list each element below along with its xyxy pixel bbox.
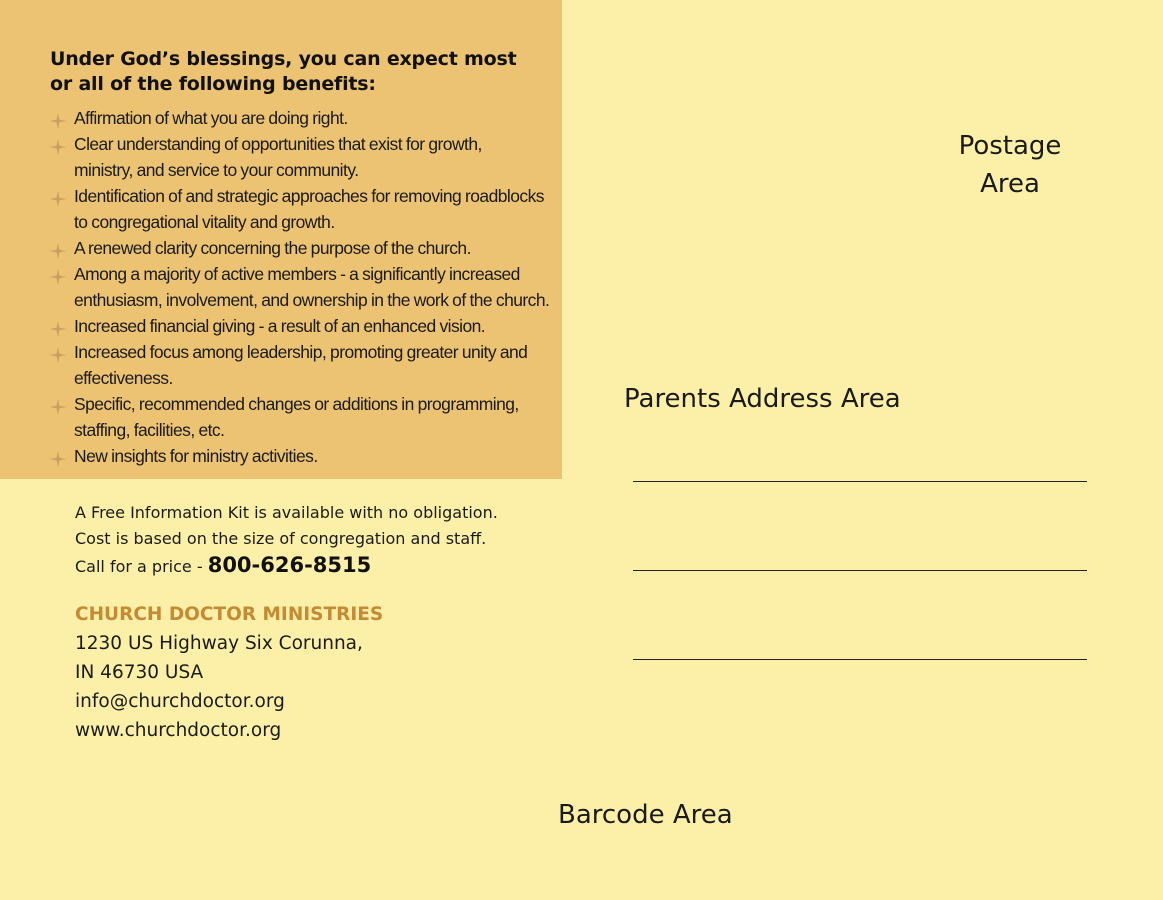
address-line [633, 659, 1087, 660]
postage-label-line2: Area [980, 169, 1040, 199]
benefits-heading-line2: or all of the following benefits: [50, 73, 376, 95]
benefit-text-line: effectiveness. [74, 368, 173, 388]
four-point-star-icon [50, 110, 66, 126]
benefit-text-line: enthusiasm, involvement, and ownership in the work of the church. [74, 290, 550, 310]
benefits-heading [50, 47, 550, 97]
four-point-star-icon [50, 136, 66, 152]
barcode-area-label: Barcode Area [558, 800, 733, 830]
benefit-text-line: A renewed clarity concerning the purpose of the church. [74, 238, 471, 258]
four-point-star-icon [50, 448, 66, 464]
kit-info-line2: Cost is based on the size of congregation and staff. [75, 529, 487, 548]
four-point-star-icon [50, 344, 66, 360]
call-prefix: Call for a price - [75, 557, 208, 576]
benefit-text-line: Identification of and strategic approaches for removing roadblocks [74, 186, 544, 206]
benefit-item [48, 131, 553, 183]
benefit-text-line: Increased financial giving - a result of an enhanced vision. [74, 316, 486, 336]
four-point-star-icon [50, 188, 66, 204]
phone-number: 800-626-8515 [207, 553, 372, 577]
parents-address-label: Parents Address Area [624, 384, 901, 414]
kit-info [75, 500, 545, 580]
email: info@churchdoctor.org [75, 691, 285, 712]
organization-name: CHURCH DOCTOR MINISTRIES [75, 604, 384, 625]
benefit-text-line: Affirmation of what you are doing right. [74, 108, 348, 128]
website: www.churchdoctor.org [75, 720, 282, 741]
four-point-star-icon [50, 318, 66, 334]
benefit-item [48, 339, 553, 391]
benefit-text-line: to congregational vitality and growth. [74, 212, 335, 232]
benefit-item [48, 443, 553, 469]
benefit-item [48, 235, 553, 261]
benefit-text-line: Among a majority of active members - a significantly increased [74, 264, 520, 284]
four-point-star-icon [50, 396, 66, 412]
benefits-heading-line1: Under God’s blessings, you can expect most [50, 48, 517, 70]
benefit-text-line: Clear understanding of opportunities that exist for growth, [74, 134, 482, 154]
benefit-item [48, 105, 553, 131]
postage-area [935, 127, 1085, 203]
benefit-text-line: Increased focus among leadership, promoting greater unity and [74, 342, 528, 362]
benefit-list [48, 105, 553, 469]
address-line2: IN 46730 USA [75, 662, 204, 683]
benefit-item [48, 261, 553, 313]
benefit-text-line: New insights for ministry activities. [74, 446, 318, 466]
benefit-text-line: Specific, recommended changes or additions in programming, [74, 394, 519, 414]
kit-info-line1: A Free Information Kit is available with no obligation. [75, 503, 498, 522]
organization-block [75, 600, 545, 745]
four-point-star-icon [50, 266, 66, 282]
four-point-star-icon [50, 240, 66, 256]
benefit-text-line: staffing, facilities, etc. [74, 420, 225, 440]
benefit-item [48, 313, 553, 339]
address-line [633, 481, 1087, 482]
benefit-item [48, 183, 553, 235]
benefit-text-line: ministry, and service to your community. [74, 160, 359, 180]
kit-info-line3 [75, 552, 545, 580]
postage-label-line1: Postage [958, 131, 1062, 161]
benefit-item [48, 391, 553, 443]
address-line1: 1230 US Highway Six Corunna, [75, 633, 363, 654]
address-line [633, 570, 1087, 571]
